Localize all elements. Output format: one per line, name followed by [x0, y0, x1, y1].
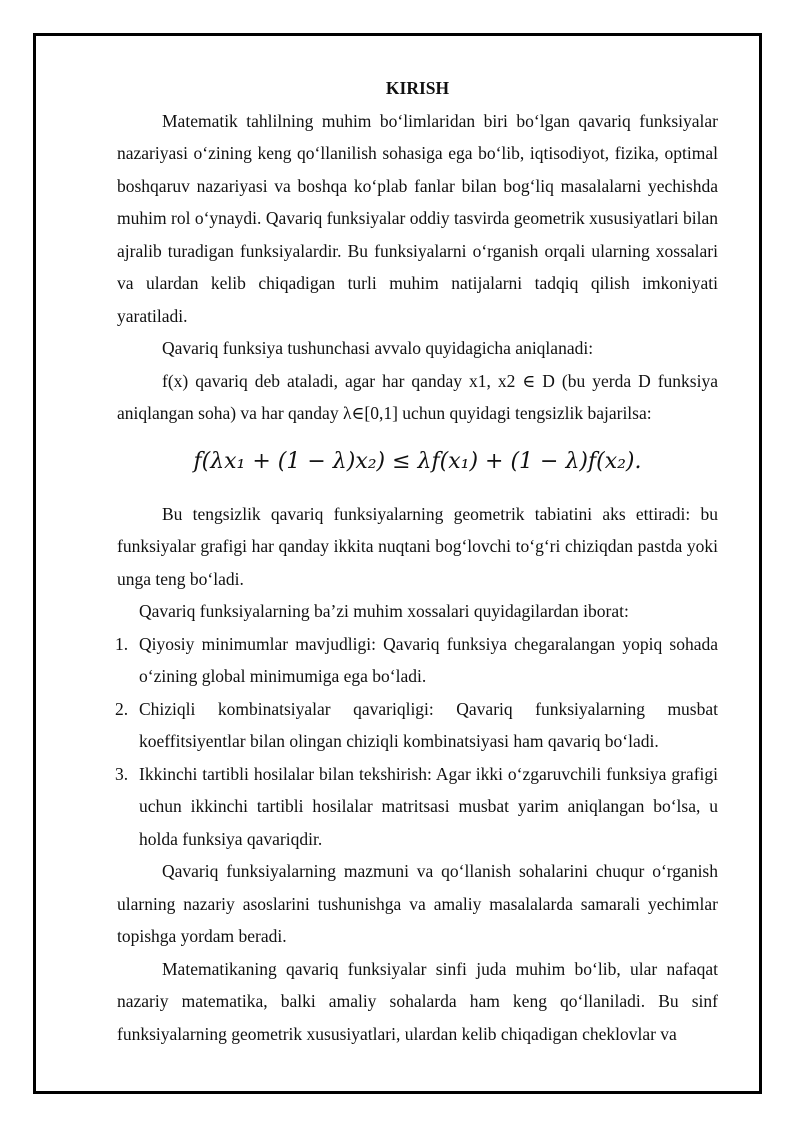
list-item	[117, 758, 718, 856]
paragraph-convex-class: Matematikaning qavariq funksiyalar sinfi juda muhim bo‘lib, ular nafaqat nazariy matematika, balki amaliy sohalarda ham keng qo‘llaniladi. Bu sinf funksiyalarning geometrik xususiyatlari, ulardan kelib chiqadigan cheklovlar va	[117, 958, 718, 1044]
list-item-text: Qiyosiy minimumlar mavjudligi: Qavariq funksiya chegaralangan yopiq sohada o‘zining global minimumiga ega bo‘ladi.	[139, 633, 718, 686]
page-title: KIRISH	[385, 78, 450, 98]
document-body	[117, 72, 718, 1050]
paragraph-intro: Matematik tahlilning muhim bo‘limlaridan biri bo‘lgan qavariq funksiyalar nazariyasi o‘zining keng qo‘llanilish sohasiga ega bo‘lib, iqtisodiyot, fizika, optimal boshqaruv nazariyasi va boshqa ko‘plab fanlar bilan bog‘liq masalalarni yechishda muhim rol o‘ynaydi. Qavariq funksiyalar oddiy tasvirda geometrik xususiyatlari bilan ajralib turadigan funksiyalardir. Bu funksiyalarni o‘rganish orqali ularning xossalari va ulardan kelib chiqadigan turli muhim natijalarni tadqiq qilish imkoniyati yaratiladi.	[117, 110, 718, 326]
list-item-text: Ikkinchi tartibli hosilalar bilan tekshirish: Agar ikki o‘zgaruvchili funksiya grafigi uchun ikkinchi tartibli hosilalar matritsasi musbat yarim aniqlangan bo‘lsa, u holda funksiya qavariqdir.	[139, 763, 718, 849]
paragraph-definition-lead: Qavariq funksiya tushunchasi avvalo quyidagicha aniqlanadi:	[162, 338, 594, 358]
list-item-text: Chiziqli kombinatsiyalar qavariqligi: Qavariq funksiyalarning musbat koeffitsiyentlar bilan olingan chiziqli kombinatsiyasi ham qavariq bo‘ladi.	[139, 698, 718, 751]
list-item-number: 2.	[115, 698, 129, 719]
list-item	[117, 628, 718, 693]
list-item-number: 1.	[115, 633, 129, 654]
paragraph-properties-lead: Qavariq funksiyalarning ba’zi muhim xossalari quyidagilardan iborat:	[139, 601, 629, 621]
list-item	[117, 693, 718, 758]
paragraph-study-importance: Qavariq funksiyalarning mazmuni va qo‘llanish sohalarini chuqur o‘rganish ularning nazariy asoslarini tushunishga va amaliy masalalarda samarali yechimlar topishga yordam beradi.	[117, 861, 718, 946]
properties-list	[117, 628, 718, 856]
paragraph-definition: f(x) qavariq deb ataladi, agar har qanday x1, x2 ∈ D (bu yerda D funksiya aniqlangan soha) va har qanday λ∈[0,1] uchun quyidagi tengsizlik bajarilsa:	[117, 370, 718, 423]
list-item-number: 3.	[115, 763, 129, 784]
paragraph-geometric-meaning: Bu tengsizlik qavariq funksiyalarning geometrik tabiatini aks ettiradi: bu funksiyalar grafigi har qanday ikkita nuqtani bog‘lovchi to‘g‘ri chiziqdan pastda yoki unga teng bo‘ladi.	[117, 503, 718, 589]
convexity-inequality-formula: f(λx₁ + (1 − λ)x₂) ≤ λf(x₁) + (1 − λ)f(x₂).	[193, 448, 642, 474]
